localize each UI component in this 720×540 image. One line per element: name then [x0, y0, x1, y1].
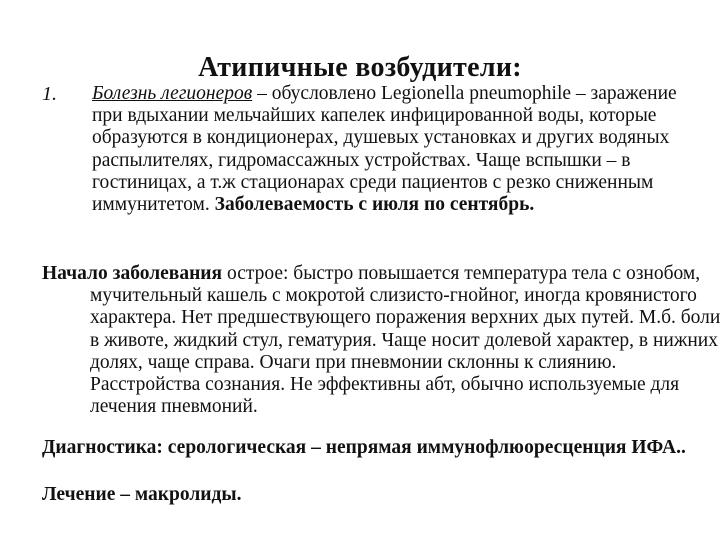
legionnaires-paragraph [92, 83, 677, 216]
diagnostics-paragraph: Диагностика: серологическая – непрямая иммунофлюоресценция ИФА.. [42, 437, 686, 458]
onset-paragraph [42, 263, 720, 418]
onset-label: Начало заболевания [42, 263, 223, 284]
onset-description: острое: быстро повышается температура тела с ознобом, мучительный кашель с мокротой слизисто-гнойног, иногда кровянистого характера. Нет предшествующего поражения верхних дых путей. М.б. боли в животе, жидкий стул, гематурия. Чаще носит долевой характер, в нижних долях, чаще справа. Очаги при пневмонии склонны к слиянию. Расстройства сознания. Не эффективны абт, обычно используемые для лечения пневмоний. [90, 263, 720, 418]
slide-title: Атипичные возбудители: [198, 52, 522, 83]
list-number: 1. [42, 83, 57, 105]
legionnaires-description: – обусловлено Legionella pneumophile – заражение при вдыхании мельчайших капелек инфицированной воды, которые образуются в кондиционерах, душевых установках и других водяных распылителях, гидромассажных устройствах. Чаще вспышки – в гостиницах, а т.ж стационарах среди пациентов с резко сниженным иммунитетом. [92, 83, 677, 216]
treatment-paragraph: Лечение – макролиды. [42, 484, 242, 505]
legionnaires-term: Болезнь легионеров [92, 83, 253, 104]
incidence-season: Заболеваемость с июля по сентябрь. [214, 194, 535, 216]
